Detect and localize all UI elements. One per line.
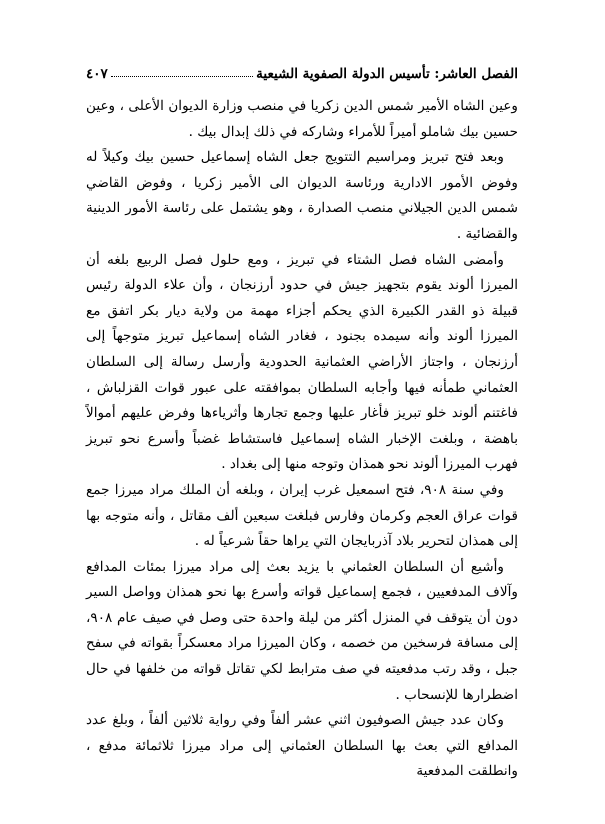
paragraph: وعين الشاه الأمير شمس الدين زكريا في منصب وزارة الديوان الأعلى ، وعين حسين بيك شاملو أميراً للأمراء وشاركه في ذلك إبدال بيك . — [86, 98, 518, 140]
paragraph: وكان عدد جيش الصوفيون اثني عشر ألفاً وفي رواية ثلاثين ألفاً ، وبلغ عدد المدافع التي بعث بها السلطان العثماني إلى مراد ميرزا ثلاثمائة مدفع ، وانطلقت المدفعية — [86, 712, 518, 780]
page-number: ٤٠٧ — [86, 66, 108, 82]
header-dot-leader — [111, 75, 253, 77]
body-text — [86, 94, 518, 785]
chapter-title: الفصل العاشر: تأسيس الدولة الصفوية الشيعية — [256, 66, 518, 82]
paragraph: وفي سنة ٩٠٨، فتح اسمعيل غرب إيران ، وبلغه أن الملك مراد ميرزا جمع قوات عراق العجم وكرمان وفارس فبلغت سبعين ألف مقاتل ، وأنه متوجه بها إلى همذان لتحرير بلاد آذربايجان التي يراها حقاً شرعياً له . — [86, 481, 518, 550]
running-header — [86, 60, 518, 82]
paragraph: وأشيع أن السلطان العثماني با يزيد بعث إلى مراد ميرزا بمئات المدافع وآلاف المدفعيين ، فجمع إسماعيل قواته وأسرع بها نحو همذان وواصل السير دون أن يتوقف في المنزل أكثر من ليلة واحدة حتى وصل في صيف عام ٩٠٨، إلى مسافة فرسخين من خصمه ، وكان الميرزا مراد معسكراً بقواته في سفح جبل ، وقد رتب مدفعيته في صف مترابط لكي تقاتل قواته من خلفها في حال اضطرارها للإنسحاب . — [86, 558, 518, 703]
paragraph: وبعد فتح تبريز ومراسيم التتويج جعل الشاه إسماعيل حسين بيك وكيلاً له وفوض الأمور الادارية ورئاسة الديوان الى الأمير زكريا ، وفوض القاضي شمس الدين الجيلاني منصب الصدارة ، وهو يشتمل على رئاسة الأمور الدينية والقضائية . — [86, 149, 518, 242]
paragraph: وأمضى الشاه فصل الشتاء في تبريز ، ومع حلول فصل الربيع بلغه أن الميرزا ألوند يقوم بتجهيز جيش في حدود أرزنجان ، وأن علاء الدولة رئيس قبيلة ذو القدر الكبيرة الذي يحكم أجزاء مهمة من ولاية ديار بكر اتفق مع الميرزا ألوند وأنه سيمده بجنود ، فغادر الشاه إسماعيل تبريز متوجهاً إلى أرزنجان ، واجتاز الأراضي العثمانية الحدودية وأرسل رسالة إلى السلطان العثماني طمأنه فيها وأجابه السلطان بموافقته على عبور قوات القزلباش ، فاغتنم ألوند خلو تبريز فأغار عليها وجمع تجارها وأثرياءها وفرض عليهم أموالاً باهضة ، وبلغت الإخبار الشاه إسماعيل فاستشاط غضباً وأسرع نحو تبريز فهرب الميرزا ألوند نحو همذان وتوجه منها إلى بغداد . — [86, 251, 518, 473]
